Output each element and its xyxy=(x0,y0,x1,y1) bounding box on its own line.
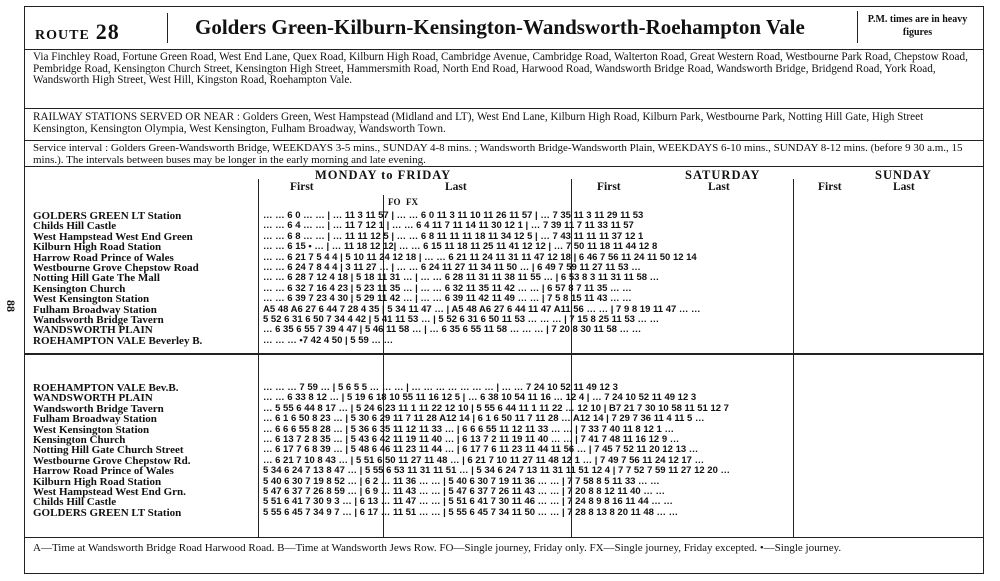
saturday-heading: SATURDAY xyxy=(685,168,761,182)
time-row: 5 55 6 45 7 34 9 7 … | 6 17 … 11 51 … … | 5 55 6 45 7 34 11 50 … … | 7 28 8 13 8 20 11 48 … … xyxy=(263,506,679,518)
time-row: … … 6 4 … … | … 11 7 12 1 | … … 6 4 11 7 11 14 11 30 12 1 | … 7 39 11 7 11 33 11 57 xyxy=(263,220,634,232)
timetable-frame xyxy=(24,6,984,574)
station-row: Kensington Church xyxy=(33,282,126,295)
up-times xyxy=(263,383,981,518)
route-label xyxy=(35,19,120,45)
mon-fri-heading: MONDAY to FRIDAY xyxy=(315,168,452,182)
time-row: 5 51 6 41 7 30 9 3 … | 6 13 … 11 47 … … | 5 51 6 41 7 30 11 46 … … | 7 24 8 9 8 16 11 44 … … xyxy=(263,496,673,508)
station-row: Notting Hill Gate The Mall xyxy=(33,272,160,285)
time-row: … 6 21 7 10 8 43 … | 5 51 6 50 11 27 11 48 … | 6 21 7 10 11 27 11 48 12 1 … | 7 49 7 56 11 24 12 17 … xyxy=(263,454,705,466)
mf-first-heading: First xyxy=(290,181,314,193)
route-header xyxy=(25,7,983,50)
sun-last-heading: Last xyxy=(893,181,915,193)
time-row: … … 6 15 • … | … 11 18 12 12| … … 6 15 11 18 11 25 11 41 12 12 | … 7 50 11 18 11 44 12 8 xyxy=(263,241,658,253)
station-row: Westbourne Grove Chepstow Road xyxy=(33,261,199,274)
fx-heading: FX xyxy=(406,197,418,207)
station-row: Wandsworth Bridge Tavern xyxy=(33,402,164,415)
station-row: Kilburn High Road Station xyxy=(33,475,162,488)
station-row: Harrow Road Prince of Wales xyxy=(33,465,174,478)
station-row: ROEHAMPTON VALE Bev.B. xyxy=(33,382,179,394)
direction-divider xyxy=(25,353,983,355)
station-row: Kensington Church xyxy=(33,433,126,446)
mf-last-heading: Last xyxy=(445,181,467,193)
stations-up xyxy=(33,383,190,518)
station-row: Notting Hill Gate Church Street xyxy=(33,444,184,457)
time-row: … 6 1 6 50 8 23 … | 5 30 6 29 11 7 11 28 A12 14 | 6 1 6 50 11 7 11 28 … A12 14 | 7 29 7 36 11 4 11 5 … xyxy=(263,413,705,425)
station-row: ROEHAMPTON VALE Beverley B. xyxy=(33,334,203,347)
time-row: … … 6 24 7 8 4 4 | 3 11 27 … | … … 6 24 11 27 11 34 11 50 … | 6 49 7 59 11 27 11 53 … xyxy=(263,261,641,273)
route-number: 28 xyxy=(95,19,120,44)
station-row: Fulham Broadway Station xyxy=(33,303,157,316)
sunday-heading: SUNDAY xyxy=(875,168,932,182)
route-title: Golders Green-Kilburn-Kensington-Wandsworth-Roehampton Vale xyxy=(195,15,805,39)
sat-first-heading: First xyxy=(597,181,621,193)
time-row: … … 6 33 8 12 … | 5 19 6 18 10 55 11 16 12 5 | … 6 38 10 54 11 16 … 12 4 | … 7 24 10 52 11 49 12 3 xyxy=(263,392,697,404)
sat-last-heading: Last xyxy=(708,181,730,193)
time-row: 5 40 6 30 7 19 8 52 … | 6 2 … 11 36 … … | 5 40 6 30 7 19 11 36 … … | 7 7 58 8 5 11 33 … … xyxy=(263,475,660,487)
sun-first-heading: First xyxy=(818,181,842,193)
time-row: … … 6 21 7 5 4 4 | 5 10 11 24 12 18 | … … 6 21 11 24 11 31 11 47 12 18 | 6 46 7 56 11 24 11 50 12 14 xyxy=(263,251,697,263)
time-row: … 6 35 6 55 7 39 4 47 | 5 46 11 58 … | … 6 35 6 55 11 58 … … … | 7 20 8 30 11 58 … … xyxy=(263,324,642,336)
station-row: Harrow Road Prince of Wales xyxy=(33,251,174,264)
stations-down xyxy=(33,211,202,346)
railway-stations: RAILWAY STATIONS SERVED OR NEAR : Golders Green, West Hampstead (Midland and LT), West End Lane, Kilburn High Road, Kilburn Park, Westbourne Park, Notting Hill Gate, High Street Kensington, Kensington Olympia, West Kensington, Fulham Broadway, Wandsworth Town. xyxy=(25,108,983,137)
station-row: Wandsworth Bridge Tavern xyxy=(33,313,164,326)
service-interval: Service interval : Golders Green-Wandsworth Bridge, WEEKDAYS 3-5 mins., SUNDAY 4-8 mins. ; Wandsworth Bridge-Wandsworth Plain, WEEKDAYS 6-10 mins., SUNDAY 8-12 mins. (before 9 30 a.m., 15 mins.). The intervals between buses may be longer in the early morning and late evening. xyxy=(25,140,983,168)
footnote: A—Time at Wandsworth Bridge Road Harwood Road. B—Time at Wandsworth Jews Row. FO—Single journey, Friday only. FX—Single journey, Friday excepted. •—Single journey. xyxy=(25,537,983,558)
route-word: ROUTE xyxy=(35,28,90,43)
fo-heading: FO xyxy=(388,197,401,207)
station-row: Childs Hill Castle xyxy=(33,496,117,509)
station-row: Fulham Broadway Station xyxy=(33,413,157,426)
station-row: GOLDERS GREEN LT Station xyxy=(33,210,182,222)
station-row: GOLDERS GREEN LT Station xyxy=(33,506,182,519)
station-row: Westbourne Grove Chepstow Rd. xyxy=(33,454,191,467)
time-row: … … 6 39 7 23 4 30 | 5 29 11 42 … | … … 6 39 11 42 11 49 … … | 7 5 8 15 11 43 … … xyxy=(263,293,632,305)
via-text: Via Finchley Road, Fortune Green Road, West End Lane, Quex Road, Kilburn High Road, Cambridge Avenue, Cambridge Road, Walterton Road, Great Western Road, Westbourne Park Road, Chepstow Road, Pembridge Road, Kensington Church Street, Kensington High Street, Hammersmith Road, North End Road, Harwood Road, Wandsworth Bridge Road, Wandsworth Bridge, Bridgend Road, York Road, Wandsworth High Street, West Hill, Kingston Road, Roehampton Vale. xyxy=(33,51,968,86)
time-row: … … 6 32 7 16 4 23 | 5 23 11 35 … | … … 6 32 11 35 11 42 … … | 6 57 8 7 11 35 … … xyxy=(263,282,632,294)
station-row: Childs Hill Castle xyxy=(33,220,117,233)
page-number: 88 xyxy=(4,300,18,312)
time-row: 5 47 6 37 7 26 8 59 … | 6 9 … 11 43 … … | 5 47 6 37 7 26 11 43 … … | 7 20 8 8 12 11 40 … … xyxy=(263,485,665,497)
time-row: … … … •7 42 4 50 | 5 59 … … xyxy=(263,334,394,346)
column-rule xyxy=(258,179,259,537)
station-row: West Kensington Station xyxy=(33,423,150,436)
station-row: West Hampstead West End Green xyxy=(33,230,193,243)
timetable xyxy=(25,166,983,537)
time-row: … 6 13 7 2 8 35 … | 5 43 6 42 11 19 11 40 … | 6 13 7 2 11 19 11 40 … … | 7 41 7 48 11 16 12 9 … xyxy=(263,433,680,445)
station-row: West Kensington Station xyxy=(33,293,150,306)
time-row: … … 6 28 7 12 4 18 | 5 18 11 31 … | … … 6 28 11 31 11 38 11 55 … | 6 53 8 3 11 31 11 58 … xyxy=(263,272,660,284)
time-row: 5 34 6 24 7 13 8 47 … | 5 55 6 53 11 31 11 51 … | 5 34 6 24 7 13 11 31 11 51 12 4 | 7 7 52 7 59 11 27 12 20 … xyxy=(263,465,730,477)
time-row: A5 48 A6 27 6 44 7 28 4 35 | 5 34 11 47 … | A5 48 A6 27 6 44 11 47 A11 56 … … | 7 9 8 19 11 47 … … xyxy=(263,303,701,315)
header-divider xyxy=(167,13,168,43)
time-row: … … 6 8 … … | … 11 11 12 5 | … … 6 8 11 11 11 18 11 34 12 5 | … 7 43 11 11 11 37 12 1 xyxy=(263,230,644,242)
down-times xyxy=(263,211,981,346)
time-row: … 6 17 7 6 8 39 … | 5 48 6 46 11 23 11 44 … | 6 17 7 6 11 23 11 44 11 56 … | 7 45 7 52 11 20 12 13 … xyxy=(263,444,699,456)
time-row: … 6 6 6 55 8 28 … | 5 36 6 35 11 12 11 33 … | 6 6 6 55 11 12 11 33 … … | 7 33 7 40 11 8 12 1 … xyxy=(263,423,674,435)
station-row: WANDSWORTH PLAIN xyxy=(33,324,153,337)
time-row: 5 52 6 31 6 50 7 34 4 42 | 5 41 11 53 … | 5 52 6 31 6 50 11 53 … … … | 7 15 8 25 11 53 … … xyxy=(263,313,660,325)
time-row: … 5 55 6 44 8 17 … | 5 24 6 23 11 1 11 22 12 10 | 5 55 6 44 11 1 11 22 … 12 10 | B7 21 7 30 10 58 11 51 12 7 xyxy=(263,402,729,414)
time-row: … … … 7 59 … | 5 6 5 5 … … … | … … … … … … … | … … 7 24 10 52 11 49 12 3 xyxy=(263,382,618,393)
time-row: … … 6 0 … … | … 11 3 11 57 | … … 6 0 11 3 11 10 11 26 11 57 | … 7 35 11 3 11 29 11 53 xyxy=(263,210,644,221)
station-row: Kilburn High Road Station xyxy=(33,241,162,254)
station-row: West Hampstead West End Grn. xyxy=(33,485,186,498)
station-row: WANDSWORTH PLAIN xyxy=(33,392,153,405)
pm-note: P.M. times are in heavy figures xyxy=(857,11,977,43)
